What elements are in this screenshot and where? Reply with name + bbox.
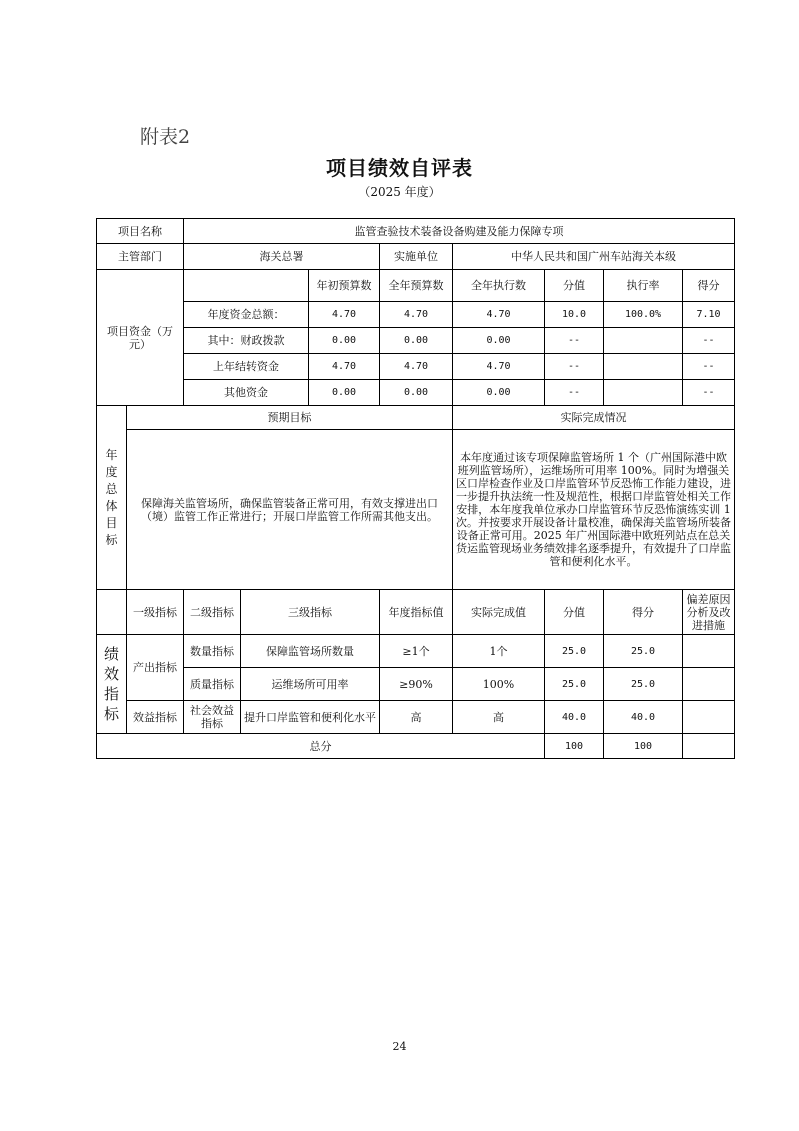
benefit-indicator-label: 效益指标 — [127, 701, 184, 734]
department-row — [97, 244, 735, 270]
actual-results-text: 本年度通过该专项保障监管场所 1 个（广州国际港中欧班列监管场所），运维场所可用率 100%。同时为增强关区口岸检查作业及口岸监管环节反恐怖工作能力建设，进一步提升执法统一性及规范性，根据口岸监管处相关工作安排，本年度我单位承办口岸监管环节反恐怖演练实训 1 次。并按要求开展设备计量校准，确保海关监管场所装备设备正常可用。2025 年广州国际港中欧班列站点在总关货运监管现场业务绩效排名逐季提升，有效提升了口岸监管和便利化水平。 — [453, 430, 735, 590]
goals-content-row — [97, 430, 735, 590]
funds-header-rate: 执行率 — [604, 270, 683, 302]
indicator-deviation — [683, 668, 735, 701]
indicator-row — [97, 635, 735, 668]
indicator-header-level3: 三级指标 — [241, 590, 380, 635]
funds-annual: 0.00 — [380, 328, 453, 354]
performance-indicators-label: 绩效指标 — [97, 635, 127, 734]
indicator-header-score-value: 分值 — [545, 590, 604, 635]
funds-rate — [604, 328, 683, 354]
funds-initial: 0.00 — [309, 380, 380, 406]
funds-score-value: -- — [545, 354, 604, 380]
indicator-level3: 保障监管场所数量 — [241, 635, 380, 668]
total-label: 总分 — [97, 734, 545, 759]
funds-score-value: 10.0 — [545, 302, 604, 328]
funds-header-score: 得分 — [683, 270, 735, 302]
actual-results-header: 实际完成情况 — [453, 406, 735, 430]
indicator-target: ≥1个 — [380, 635, 453, 668]
indicator-header-level1: 一级指标 — [127, 590, 184, 635]
indicator-actual: 100% — [453, 668, 545, 701]
indicator-deviation — [683, 701, 735, 734]
expected-goals-header: 预期目标 — [127, 406, 453, 430]
funds-header-initial: 年初预算数 — [309, 270, 380, 302]
funds-executed: 0.00 — [453, 328, 545, 354]
funds-initial: 0.00 — [309, 328, 380, 354]
funds-score: -- — [683, 354, 735, 380]
indicator-row — [97, 668, 735, 701]
indicator-score-value: 25.0 — [545, 635, 604, 668]
indicator-score-value: 25.0 — [545, 668, 604, 701]
implementing-unit-label: 实施单位 — [380, 244, 453, 270]
indicator-header-deviation: 偏差原因分析及改进措施 — [683, 590, 735, 635]
funds-header-blank — [184, 270, 309, 302]
funds-row-label: 年度资金总额： — [184, 302, 309, 328]
funds-row — [97, 302, 735, 328]
funds-row — [97, 354, 735, 380]
project-name-value: 监管查验技术装备设备购建及能力保障专项 — [184, 219, 735, 244]
funds-executed: 4.70 — [453, 302, 545, 328]
indicator-level2: 社会效益指标 — [184, 701, 241, 734]
funds-row-label: 其他资金 — [184, 380, 309, 406]
funds-score: -- — [683, 380, 735, 406]
funds-score-value: -- — [545, 380, 604, 406]
total-score: 100 — [604, 734, 683, 759]
indicator-header-target: 年度指标值 — [380, 590, 453, 635]
total-score-value: 100 — [545, 734, 604, 759]
indicator-target: 高 — [380, 701, 453, 734]
indicator-header-level2: 二级指标 — [184, 590, 241, 635]
funds-rate: 100.0% — [604, 302, 683, 328]
indicator-row — [97, 701, 735, 734]
funds-executed: 0.00 — [453, 380, 545, 406]
funds-rate — [604, 380, 683, 406]
funds-executed: 4.70 — [453, 354, 545, 380]
department-value: 海关总署 — [184, 244, 380, 270]
page-number: 24 — [392, 1040, 407, 1053]
funds-row — [97, 328, 735, 354]
indicator-score: 25.0 — [604, 668, 683, 701]
funds-header-executed: 全年执行数 — [453, 270, 545, 302]
indicator-score-value: 40.0 — [545, 701, 604, 734]
indicator-header-score: 得分 — [604, 590, 683, 635]
funds-label: 项目资金（万元） — [97, 270, 184, 406]
indicator-level2: 质量指标 — [184, 668, 241, 701]
indicator-actual: 高 — [453, 701, 545, 734]
indicator-header-actual: 实际完成值 — [453, 590, 545, 635]
funds-row — [97, 380, 735, 406]
indicator-deviation — [683, 635, 735, 668]
annex-label: 附表2 — [140, 126, 191, 148]
indicator-score: 40.0 — [604, 701, 683, 734]
indicator-level3: 提升口岸监管和便利化水平 — [241, 701, 380, 734]
funds-header-score-value: 分值 — [545, 270, 604, 302]
indicators-header-blank — [97, 590, 127, 635]
total-row — [97, 734, 735, 759]
funds-score: 7.10 — [683, 302, 735, 328]
funds-initial: 4.70 — [309, 302, 380, 328]
funds-annual: 4.70 — [380, 354, 453, 380]
project-name-label: 项目名称 — [97, 219, 184, 244]
funds-rate — [604, 354, 683, 380]
expected-goals-text: 保障海关监管场所，确保监管装备正常可用，有效支撑进出口（境）监管工作正常进行；开展口岸监管工作所需其他支出。 — [127, 430, 453, 590]
total-deviation-blank — [683, 734, 735, 759]
indicator-level2: 数量指标 — [184, 635, 241, 668]
department-label: 主管部门 — [97, 244, 184, 270]
indicator-target: ≥90% — [380, 668, 453, 701]
funds-initial: 4.70 — [309, 354, 380, 380]
indicator-level3: 运维场所可用率 — [241, 668, 380, 701]
annual-goals-label: 年度总体目标 — [97, 406, 127, 590]
funds-score: -- — [683, 328, 735, 354]
funds-header-annual: 全年预算数 — [380, 270, 453, 302]
document-subtitle: （2025 年度） — [358, 185, 441, 199]
performance-evaluation-table — [96, 218, 735, 759]
indicator-score: 25.0 — [604, 635, 683, 668]
funds-header-row — [97, 270, 735, 302]
document-title: 项目绩效自评表 — [326, 156, 473, 180]
indicators-header-row — [97, 590, 735, 635]
implementing-unit-value: 中华人民共和国广州车站海关本级 — [453, 244, 735, 270]
funds-annual: 0.00 — [380, 380, 453, 406]
goals-header-row — [97, 406, 735, 430]
funds-row-label: 其中：财政拨款 — [184, 328, 309, 354]
output-indicator-label: 产出指标 — [127, 635, 184, 701]
funds-score-value: -- — [545, 328, 604, 354]
funds-annual: 4.70 — [380, 302, 453, 328]
funds-row-label: 上年结转资金 — [184, 354, 309, 380]
indicator-actual: 1个 — [453, 635, 545, 668]
project-name-row — [97, 219, 735, 244]
